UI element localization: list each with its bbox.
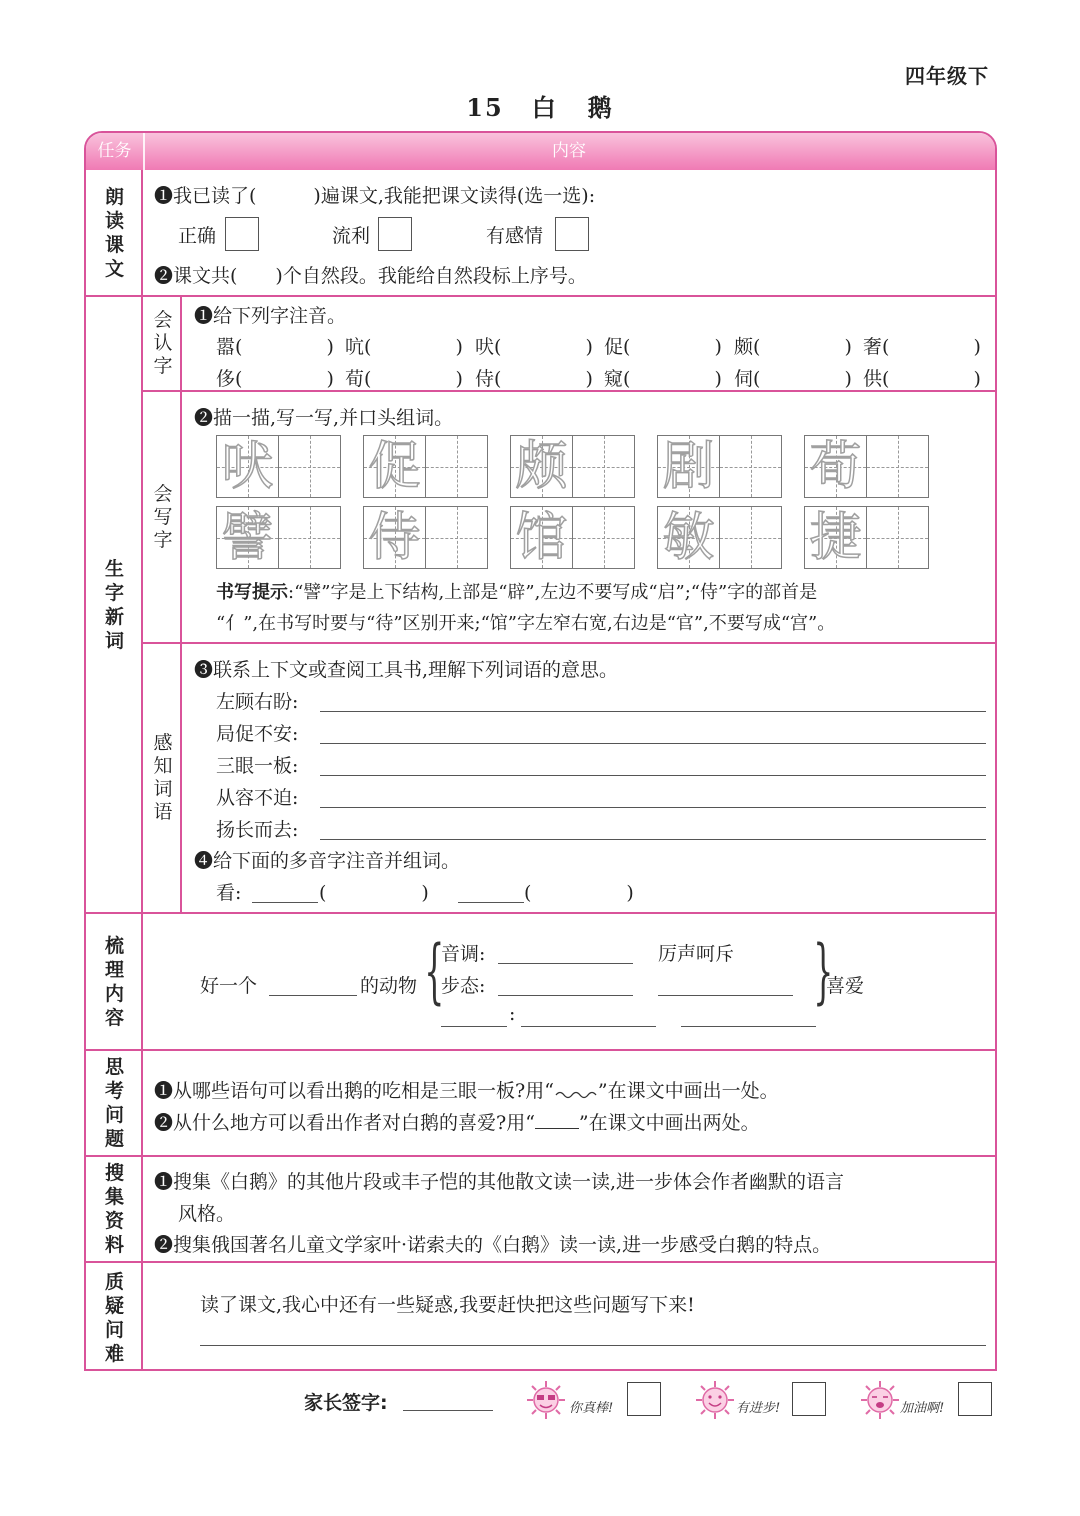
recognize-char: 窥 — [604, 368, 624, 390]
recognize-char: 伺 — [734, 368, 754, 390]
writing-tip-line1: 书写提示:“譬”字是上下结构,上部是“辟”,左边不要写成“启”;“侍”字的部首是 — [216, 582, 818, 603]
recognize-char: 奢 — [863, 336, 883, 358]
answer-line[interactable] — [521, 1026, 656, 1027]
badge-great: 你真棒! — [569, 1401, 614, 1416]
trace-cell[interactable]: 促 — [363, 435, 426, 498]
summary-lead-2: 的动物 — [360, 975, 418, 997]
answer-line[interactable] — [320, 839, 986, 840]
cheering-sun-icon — [860, 1380, 900, 1420]
think-q1: ❶从哪些语句可以看出鹅的吃相是三眼一板?用“ ”在课文中画出一处。 — [154, 1080, 779, 1102]
pinyin-item — [475, 332, 593, 359]
left-brace: { — [424, 930, 445, 1012]
answer-line[interactable] — [458, 902, 524, 903]
pinyin-item — [216, 364, 334, 391]
label-new-words: 生 字 新 词 — [104, 557, 124, 652]
paren-close: ) — [973, 336, 981, 358]
paren-open: ( — [494, 368, 502, 390]
right-brace: } — [813, 930, 834, 1012]
label-think: 思 考 问 题 — [104, 1056, 124, 1150]
recognize-char: 荀 — [345, 368, 365, 390]
table-header — [86, 133, 995, 170]
paren-close: ) — [326, 368, 334, 390]
answer-line[interactable] — [320, 743, 986, 744]
pinyin-item — [345, 364, 463, 391]
recognize-char: 吠 — [475, 336, 495, 358]
paren-open: ( — [494, 336, 502, 358]
label-perceive: 感 知 词 语 — [153, 732, 173, 823]
trace-cell[interactable]: 颇 — [510, 435, 573, 498]
pinyin-item — [734, 332, 852, 359]
write-instruction: ❷描一描,写一写,并口头组词。 — [194, 407, 454, 429]
parent-signature-label: 家长签字: — [304, 1392, 388, 1414]
option-correct-label: 正确 — [178, 225, 217, 247]
paren-close: ) — [585, 368, 593, 390]
paren-open: ( — [235, 368, 243, 390]
question-text: 读了课文,我心中还有一些疑惑,我要赶快把这些问题写下来! — [200, 1294, 695, 1316]
grade-label: 四年级下 — [905, 64, 989, 88]
label-recognize: 会 认 字 — [153, 309, 173, 377]
recognize-char: 颇 — [734, 336, 754, 358]
collect-q1-line2: 风格。 — [178, 1203, 236, 1225]
badge-cheer: 加油啊! — [900, 1401, 945, 1416]
lesson-number: 15 — [466, 93, 504, 122]
option-emotion-label: 有感情 — [486, 225, 544, 247]
summary-item-2: 步态: — [441, 975, 486, 997]
pinyin-item — [345, 332, 463, 359]
option-fluent-box[interactable] — [378, 217, 412, 251]
word-label: 局促不安: — [216, 723, 299, 745]
recognize-char: 供 — [863, 368, 883, 390]
paren-open: ( — [753, 336, 761, 358]
option-correct-box[interactable] — [225, 217, 259, 251]
answer-line[interactable] — [252, 902, 318, 903]
summary-item-1-answer: 厉声呵斥 — [658, 943, 735, 965]
polyphone-instruction: ❹给下面的多音字注音并组词。 — [194, 850, 461, 872]
page-title — [0, 88, 1080, 123]
word-label: 扬长而去: — [216, 819, 299, 841]
paren-close: ) — [844, 368, 852, 390]
title-char-1: 白 — [531, 93, 558, 122]
answer-line[interactable] — [441, 1026, 507, 1027]
paren-close: ) — [714, 336, 722, 358]
answer-line[interactable] — [681, 1026, 816, 1027]
trace-cell[interactable]: 吠 — [216, 435, 279, 498]
write-cell[interactable] — [425, 506, 488, 569]
trace-cell[interactable]: 敏 — [657, 506, 720, 569]
word-label: 从容不迫: — [216, 787, 299, 809]
paren-close: ) — [714, 368, 722, 390]
writing-tip-title: 书写提示 — [216, 582, 288, 603]
recognize-char: 侈 — [216, 368, 236, 390]
trace-cell[interactable]: 馆 — [510, 506, 573, 569]
write-cell[interactable] — [719, 506, 782, 569]
pinyin-item — [604, 364, 722, 391]
write-cell[interactable] — [719, 435, 782, 498]
summary-end: 喜爱 — [826, 975, 865, 997]
write-cell[interactable] — [572, 506, 635, 569]
recognize-instruction: ❶给下列字注音。 — [194, 305, 347, 327]
paren-open: ( — [753, 368, 761, 390]
straight-line-icon — [535, 1113, 579, 1129]
badge-cheer-box[interactable] — [958, 1382, 992, 1416]
smiling-sun-icon — [695, 1380, 735, 1420]
label-question: 质 疑 问 难 — [104, 1270, 124, 1365]
collect-q1-line1: ❶搜集《白鹅》的其他片段或丰子恺的其他散文读一读,进一步体会作者幽默的语言 — [154, 1171, 845, 1193]
read-q1: ❶我已读了( )遍课文,我能把课文读得(选一选): — [154, 185, 596, 207]
pinyin-item — [863, 332, 981, 359]
paren-close: ) — [326, 336, 334, 358]
wavy-line-icon — [554, 1085, 598, 1099]
writing-tip-line2: “亻”,在书写时要与“待”区别开来;“馆”字左窄右宽,右边是“官”,不要写成“宫”。 — [216, 613, 836, 634]
worksheet-table — [84, 131, 997, 1371]
answer-line[interactable] — [269, 995, 357, 996]
trace-cell[interactable]: 捷 — [804, 506, 867, 569]
paren-open: ( — [364, 336, 372, 358]
summary-colon: : — [509, 1003, 516, 1025]
pinyin-item — [734, 364, 852, 391]
answer-line[interactable] — [320, 775, 986, 776]
recognize-char: 侍 — [475, 368, 495, 390]
title-char-2: 鹅 — [587, 93, 614, 122]
perceive-instruction: ❸联系上下文或查阅工具书,理解下列词语的意思。 — [194, 659, 619, 681]
label-summary: 梳 理 内 容 — [104, 934, 124, 1029]
paren-close: ) — [455, 368, 463, 390]
polyphone-paren-1: ( ) — [319, 882, 429, 904]
polyphone-paren-2: ( ) — [524, 882, 634, 904]
header-task: 任务 — [97, 141, 132, 161]
option-fluent-label: 流利 — [332, 225, 371, 247]
think-q2: ❷从什么地方可以看出作者对白鹅的喜爱?用“ ”在课文中画出两处。 — [154, 1112, 760, 1134]
signature-line[interactable] — [403, 1410, 493, 1411]
option-emotion-box[interactable] — [555, 217, 589, 251]
answer-line[interactable] — [320, 711, 986, 712]
header-content: 内容 — [552, 141, 586, 161]
read-q2: ❷课文共( )个自然段。我能给自然段标上序号。 — [154, 265, 587, 287]
label-write: 会 写 字 — [153, 482, 173, 551]
pinyin-item — [216, 332, 334, 359]
answer-line[interactable] — [498, 963, 633, 964]
write-cell[interactable] — [278, 435, 341, 498]
badge-progress-box[interactable] — [792, 1382, 826, 1416]
write-cell[interactable] — [425, 435, 488, 498]
answer-line[interactable] — [200, 1345, 986, 1346]
word-label: 左顾右盼: — [216, 691, 299, 713]
recognize-char: 吭 — [345, 336, 365, 358]
trace-cell[interactable]: 侍 — [363, 506, 426, 569]
answer-line[interactable] — [658, 995, 793, 996]
label-read-text: 朗 读 课 文 — [104, 186, 124, 280]
paren-open: ( — [623, 336, 631, 358]
write-cell[interactable] — [572, 435, 635, 498]
summary-item-1: 音调: — [441, 943, 486, 965]
write-cell[interactable] — [866, 506, 929, 569]
paren-close: ) — [973, 368, 981, 390]
trace-cell[interactable]: 剧 — [657, 435, 720, 498]
paren-open: ( — [364, 368, 372, 390]
pinyin-item — [475, 364, 593, 391]
paren-open: ( — [882, 336, 890, 358]
word-label: 三眼一板: — [216, 755, 299, 777]
pinyin-item — [604, 332, 722, 359]
paren-close: ) — [844, 336, 852, 358]
badge-great-box[interactable] — [627, 1382, 661, 1416]
collect-q2: ❷搜集俄国著名儿童文学家叶·诺索夫的《白鹅》读一读,进一步感受白鹅的特点。 — [154, 1234, 832, 1256]
trace-cell[interactable]: 譬 — [216, 506, 279, 569]
paren-close: ) — [585, 336, 593, 358]
paren-open: ( — [623, 368, 631, 390]
write-cell[interactable] — [866, 435, 929, 498]
paren-close: ) — [455, 336, 463, 358]
recognize-char: 嚣 — [216, 336, 236, 358]
trace-cell[interactable]: 荀 — [804, 435, 867, 498]
summary-lead-1: 好一个 — [200, 975, 258, 997]
answer-line[interactable] — [498, 995, 633, 996]
badge-progress: 有进步! — [736, 1401, 781, 1416]
recognize-char: 促 — [604, 336, 624, 358]
label-collect: 搜 集 资 料 — [104, 1162, 124, 1256]
paren-open: ( — [235, 336, 243, 358]
sunglasses-sun-icon — [526, 1380, 566, 1420]
answer-line[interactable] — [320, 807, 986, 808]
polyphone-char: 看: — [216, 882, 242, 904]
pinyin-item — [863, 364, 981, 391]
write-cell[interactable] — [278, 506, 341, 569]
paren-open: ( — [882, 368, 890, 390]
